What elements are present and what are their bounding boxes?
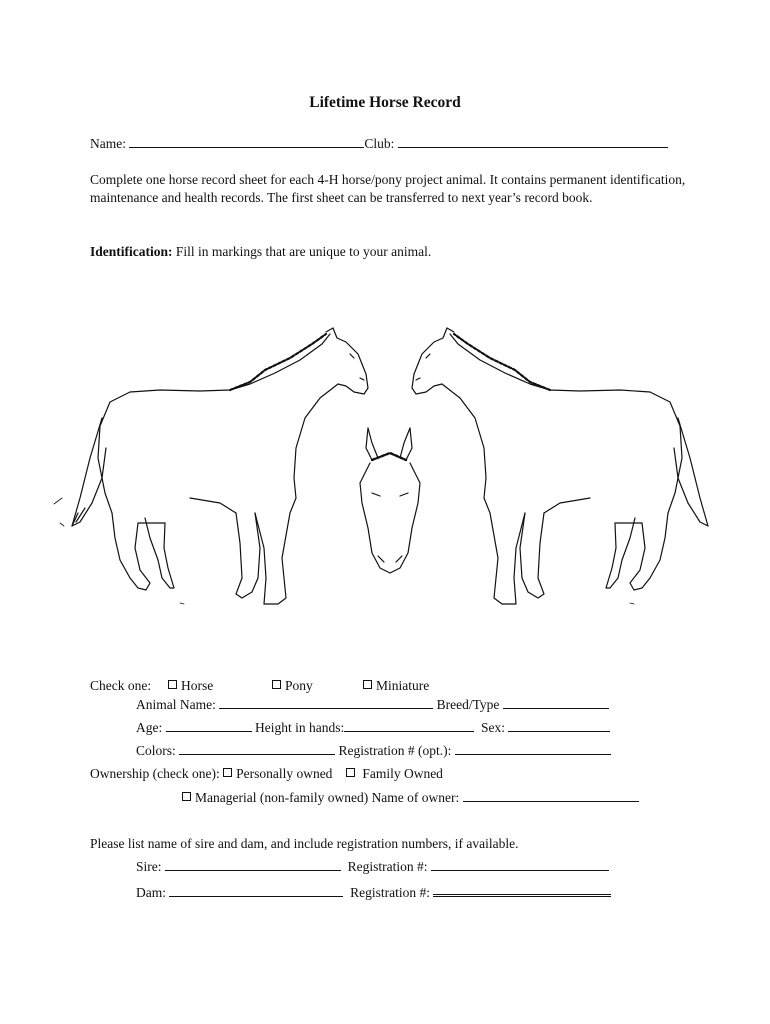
horse-checkbox[interactable] [168,680,177,689]
sire-row [136,858,609,876]
option-miniature[interactable] [363,677,429,695]
dam-registration-label: Registration #: [350,885,430,900]
page-title: Lifetime Horse Record [309,94,461,111]
club-label: Club: [364,136,395,151]
check-one-row [90,677,151,695]
personally-owned-label: Personally owned [236,766,333,781]
animal-name-row [136,696,609,714]
family-owned-label: Family Owned [362,766,443,781]
dam-label: Dam: [136,885,166,900]
breed-label: Breed/Type [436,697,500,712]
family-owned-checkbox[interactable] [346,768,355,777]
sex-label: Sex: [481,720,506,735]
sire-field[interactable] [165,858,341,871]
identification-row [90,243,431,261]
option-pony[interactable] [272,677,313,695]
height-field[interactable] [344,719,474,732]
dam-registration-field[interactable] [433,882,611,897]
identification-label: Identification: [90,244,173,259]
managerial-label: Managerial (non-family owned) [195,790,369,805]
intro-paragraph: Complete one horse record sheet for each 4-H horse/pony project animal. It contains permanent identification, maintenance and health records. The first sheet can be transferred to next year’s record book. [90,172,686,205]
sire-label: Sire: [136,859,162,874]
name-club-row [90,135,668,153]
height-label: Height in hands: [255,720,345,735]
miniature-checkbox[interactable] [363,680,372,689]
check-one-label: Check one: [90,678,152,693]
ownership-label: Ownership (check one): [90,766,220,781]
personally-owned-checkbox[interactable] [223,768,232,777]
miniature-option-label: Miniature [376,678,430,693]
animal-name-field[interactable] [219,696,433,709]
animal-name-label: Animal Name: [136,697,216,712]
name-field[interactable] [129,135,364,148]
breed-field[interactable] [503,696,609,709]
identification-text: Fill in markings that are unique to your animal. [175,244,432,259]
colors-label: Colors: [136,743,176,758]
owner-name-label: Name of owner: [371,790,460,805]
managerial-checkbox[interactable] [182,792,191,801]
owner-name-field[interactable] [463,789,639,802]
horse-right-side-view [412,328,708,604]
sire-registration-field[interactable] [431,858,609,871]
option-horse[interactable] [168,677,213,695]
horse-option-label: Horse [181,678,214,693]
registration-field[interactable] [455,742,611,755]
dam-row [136,882,611,902]
colors-field[interactable] [179,742,335,755]
age-height-sex-row [136,719,610,737]
horse-markings-diagram[interactable] [50,298,730,638]
age-field[interactable] [166,719,252,732]
dam-field[interactable] [169,884,343,897]
ownership-row [90,765,443,783]
colors-registration-row [136,742,611,760]
name-label: Name: [90,136,126,151]
sex-field[interactable] [508,719,610,732]
sire-registration-label: Registration #: [347,859,428,874]
horse-front-head-view [360,428,420,573]
parents-instruction: Please list name of sire and dam, and include registration numbers, if available. [90,836,519,851]
pony-checkbox[interactable] [272,680,281,689]
age-label: Age: [136,720,163,735]
club-field[interactable] [398,135,668,148]
pony-option-label: Pony [285,678,313,693]
managerial-row [182,789,639,807]
registration-label: Registration # (opt.): [338,743,452,758]
horse-left-side-view [72,328,368,604]
